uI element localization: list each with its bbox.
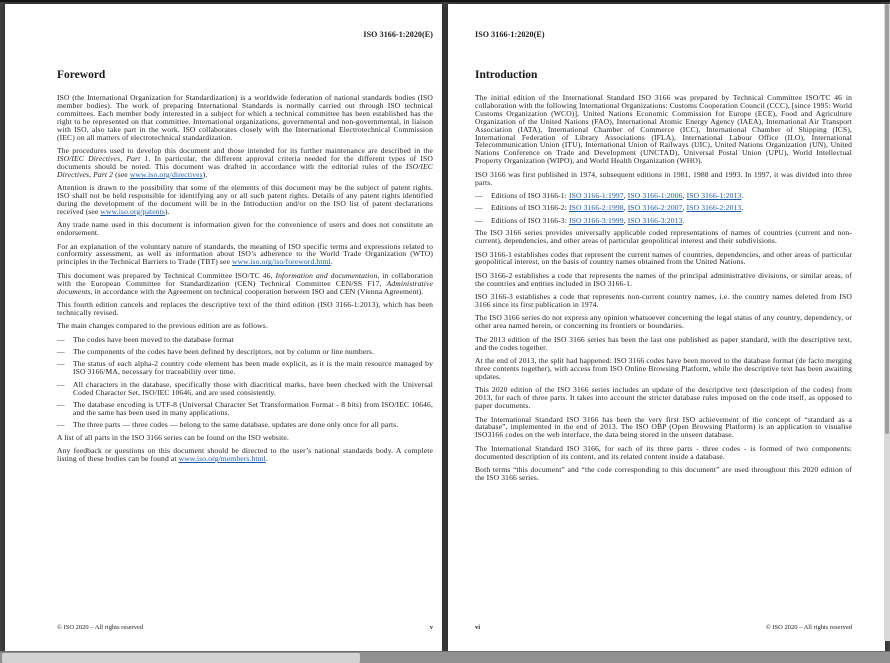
text-run: This document was prepared by Technical Committee ISO/TC 46, <box>57 270 276 280</box>
text-run: . <box>682 215 685 225</box>
text-run: , <box>682 203 687 213</box>
vertical-scrollbar[interactable] <box>884 4 890 641</box>
text-run: ISO (the International Organization for Standardization) is a worldwide federation of national standards bodies (ISO member bodies). The work of preparing International Standards is normally carried out through ISO technical committees. Each member body interested in a subject for which a technical committee has been established has the right to be represented on that committee. International organizations, governmental and non-governmental, in liaison with ISO, also take part in the work. ISO collaborates closely with the International Electrotechnical Commission (IEC) on all matters of electrotechnical standardization. <box>57 93 433 142</box>
text-run: . <box>265 454 268 464</box>
dash-list-item <box>475 204 852 212</box>
text-run: The status of each alpha-2 country code element has been made explicit, as it is the main resource managed by ISO 3166/MA, necessary for traceability over time. <box>73 359 433 377</box>
paragraph <box>475 314 852 330</box>
copyright-notice: © ISO 2020 – All rights reserved <box>765 624 852 631</box>
dash-bullet-icon: — <box>475 203 483 213</box>
paragraph <box>57 184 433 216</box>
list-item-text <box>73 347 374 356</box>
dash-bullet-icon: — <box>57 420 65 430</box>
hyperlink[interactable]: ISO 3166-3:1999 <box>568 215 624 225</box>
hyperlink[interactable]: ISO 3166-1:1997 <box>568 190 624 200</box>
text-run: The procedures used to develop this document and those intended for its further maintenance are described in the <box>57 145 433 155</box>
text-run: . <box>741 203 744 213</box>
dash-bullet-icon: — <box>475 190 483 200</box>
paragraph <box>475 272 852 288</box>
paragraph <box>475 251 852 267</box>
text-run: Attention is drawn to the possibility that some of the elements of this document may be the subject of patent rights. ISO shall not be held responsible for identifying any or all such patent rights. Details of any patent rights identified during the development of the document will be in the Introduction and/or on the ISO list of patent declarations received (see <box>57 183 433 216</box>
document-page-left <box>5 4 442 653</box>
dash-list-item <box>57 421 433 429</box>
copyright-notice: © ISO 2020 – All rights reserved <box>57 624 144 631</box>
text-run: The ISO 3166 series provides universally applicable coded representations of names of countries (current and non-current), dependencies, and other areas of particular geopolitical interest and their subdivisions. <box>475 228 852 246</box>
list-item-text <box>491 191 743 200</box>
paragraph <box>57 301 433 317</box>
document-page-right <box>448 4 885 653</box>
text-run: . <box>741 190 744 200</box>
paragraph <box>475 229 852 245</box>
text-run: Any feedback or questions on this document should be directed to the user’s national standards body. A complete listing of these bodies can be found at <box>57 446 433 464</box>
paragraph <box>475 94 852 165</box>
dash-list-item <box>475 217 852 225</box>
dash-bullet-icon: — <box>475 215 483 225</box>
text-run: , <box>682 190 687 200</box>
page-body <box>475 94 852 482</box>
paragraph <box>57 147 433 179</box>
text-run: . <box>330 257 333 267</box>
text-run: The 2013 edition of the ISO 3166 series has been the last one published as paper standard, with the descriptive text, and the codes together. <box>475 334 852 352</box>
horizontal-scrollbar[interactable] <box>0 651 890 663</box>
text-run: This 2020 edition of the ISO 3166 series includes an update of the descriptive text (description of the codes) from 2013, for each of three parts. It takes into account the stricter database rules imposed on the code itself, as opposed to paper documents. <box>475 385 852 411</box>
vertical-scrollbar-thumb[interactable] <box>885 4 889 434</box>
list-item-text <box>491 203 743 212</box>
text-run: ISO 3166-1 establishes codes that represent the current names of countries, dependencies, and other areas of particular geopolitical interest, on the basis of country names obtained from the United Nations. <box>475 249 852 267</box>
text-run: At the end of 2013, the split had happened: ISO 3166 codes have been moved to the database format (de facto merging three contents together), with access from ISO Online Browsing Platform, while the descriptive text has been awaiting updates. <box>475 356 852 381</box>
paragraph <box>57 221 433 237</box>
paragraph <box>57 94 433 141</box>
paragraph <box>475 171 852 187</box>
dash-bullet-icon: — <box>57 400 65 410</box>
hyperlink[interactable]: www.iso.org/directives <box>129 169 203 179</box>
paragraph <box>57 243 433 267</box>
dash-list-item <box>57 381 433 397</box>
dash-bullet-icon: — <box>57 379 65 389</box>
text-run: The International Standard ISO 3166, for each of its three parts - three codes - is formed of two components: documented description of its content, and its related content inside a database. <box>475 443 852 461</box>
paragraph <box>57 322 433 330</box>
text-run: A list of all parts in the ISO 3166 series can be found on the ISO website. <box>57 432 289 442</box>
page-footer <box>57 624 433 631</box>
text-run: This fourth edition cancels and replaces the descriptive text of the third edition (ISO 3166-1:2013), which has been technically revised. <box>57 299 433 317</box>
text-run: ). <box>202 169 208 179</box>
paragraph <box>57 447 433 463</box>
text-run: The ISO 3166 series do not express any opinion whatsoever concerning the legal status of any country, dependency, or other area named herein, or concerning its frontiers or boundaries. <box>475 313 852 331</box>
text-run: Both terms “this document” and “the code corresponding to this document” are used throughout this 2020 edition of the ISO 3166 series. <box>475 465 852 482</box>
page-number: v <box>429 624 433 631</box>
dash-list-item <box>475 192 852 200</box>
text-run: , in accordance with the Agreement on technical cooperation between ISO and CEN (Vienna Agreement). <box>90 286 424 296</box>
text-run: ). <box>164 206 170 216</box>
list-item-text <box>73 335 234 344</box>
paragraph <box>475 466 852 482</box>
dash-list-item <box>57 348 433 356</box>
hyperlink[interactable]: www.iso.org/patents <box>100 206 165 216</box>
list-item-text <box>491 216 685 225</box>
text-run: . In particular, the different approval criteria needed for the different types of ISO documents should be noted. This document was drafted in accordance with the editorial rules of the <box>57 153 433 171</box>
horizontal-scrollbar-thumb[interactable] <box>2 653 360 663</box>
text-run: For an explanation of the voluntary nature of standards, the meaning of ISO specific terms and expressions related to conformity assessment, as well as information about ISO’s adherence to the World Trade Organization (WTO) principles in the Technical Barriers to Trade (TBT) see <box>57 241 433 267</box>
text-run: , <box>623 215 628 225</box>
text-run: , in collaboration with the European Committee for Standardization (CEN) Technical Committee CEN/SS F17, <box>57 270 434 288</box>
text-run: Administrative documents <box>57 278 433 296</box>
list-item-text <box>73 400 433 417</box>
hyperlink[interactable]: www.iso.org/iso/foreword.html <box>231 257 331 267</box>
text-run: All characters in the database, specifically those with diacritical marks, have been checked with the Universal Coded Character Set, ISO/IEC 10646, and are used consistently. <box>73 379 433 397</box>
text-run: ISO 3166 was first published in 1974, subsequent editions in 1981, 1988 and 1993. In 1997, it was divided into three parts. <box>475 169 852 187</box>
list-item-text <box>73 380 433 397</box>
hyperlink[interactable]: ISO 3166-2:2013 <box>686 203 742 213</box>
hyperlink[interactable]: ISO 3166-2:1998 <box>568 203 624 213</box>
text-run: (see <box>113 169 130 179</box>
paragraph <box>475 386 852 410</box>
paragraph <box>475 416 852 440</box>
text-run: Editions of ISO 3166-1: <box>491 190 569 200</box>
dash-list-item <box>57 336 433 344</box>
text-run: Any trade name used in this document is information given for the convenience of users and does not constitute an endorsement. <box>57 220 433 238</box>
text-run: The main changes compared to the previous edition are as follows. <box>57 321 268 331</box>
paragraph <box>475 445 852 461</box>
page-footer <box>475 624 852 631</box>
hyperlink[interactable]: ISO 3166-1:2013 <box>686 190 742 200</box>
hyperlink[interactable]: ISO 3166-3:2013 <box>627 215 683 225</box>
text-run: The three parts — three codes — belong to the same database, updates are done only once for all parts. <box>73 420 399 430</box>
section-title-introduction: Introduction <box>475 69 538 81</box>
text-run: ISO 3166-3 establishes a code that represents non-current country names, i.e. the country names deleted from ISO 3166 since its first publication in 1974. <box>475 292 852 310</box>
text-run: ISO/IEC Directives, Part 2 <box>57 161 433 179</box>
hyperlink[interactable]: www.iso.org/members.html <box>178 454 266 464</box>
paragraph <box>475 336 852 352</box>
text-run: Editions of ISO 3166-3: <box>491 215 569 225</box>
list-item-text <box>73 420 398 429</box>
running-header: ISO 3166-1:2020(E) <box>475 30 545 39</box>
paragraph <box>57 272 433 296</box>
text-run: ISO 3166-2 establishes a code that represents the names of the principal administrative divisions, or similar areas, of the countries and entities included in ISO 3166-1. <box>475 270 852 288</box>
text-run: , <box>623 203 628 213</box>
running-header: ISO 3166-1:2020(E) <box>363 30 433 39</box>
list-item-text <box>73 359 433 376</box>
text-run: Information and documentation <box>275 270 378 280</box>
text-run: The codes have been moved to the database format <box>73 334 234 344</box>
dash-bullet-icon: — <box>57 359 65 369</box>
text-run: The International Standard ISO 3166 has been the very first ISO achievement of the concept of “standard as a database”, implemented in the end of 2013. The ISO OBP (Open Browsing Platform) is an application to visualise ISO3166 codes on the web interface, the data being stored in the unseen database. <box>475 414 852 440</box>
paragraph <box>475 293 852 309</box>
text-run: The initial edition of the International Standard ISO 3166 was prepared by Technical Committee ISO/TC 46 in collaboration with the following International Organizations: Customs Cooperation Council (CCC), [since 1995: World Customs Organization (WCO)], United Nations Economic Commission for Europe (ECE), Food and Agriculture Organization of the United Nations (FAO), International Atomic Energy Agency (IAEA), International Air Transport Association (IATA), International Chamber of Commerce (ICC), International Chamber of Shipping (ICS), International Federation of Library Associations (IFLA), International Labour Office (ILO), International Telecommunication Union (ITU), International Union of Railways (UIC), United Nations Organization (UN), United Nations Conference on Trade and Development (UNCTAD), Universal Postal Union (UPU), World Intellectual Property Organization (WIPO), and World Health Organization (WHO). <box>475 93 852 166</box>
text-run: Editions of ISO 3166-2: <box>491 203 569 213</box>
section-title-foreword: Foreword <box>57 69 106 81</box>
page-number: vi <box>475 624 481 631</box>
paragraph <box>57 434 433 442</box>
dash-list-item <box>57 401 433 417</box>
text-run: The components of the codes have been defined by descriptors, not by column or line numbers. <box>73 347 374 357</box>
page-body <box>57 94 433 463</box>
text-run: , <box>623 190 628 200</box>
hyperlink[interactable]: ISO 3166-1:2006 <box>627 190 683 200</box>
dash-bullet-icon: — <box>57 347 65 357</box>
dash-list-item <box>57 360 433 376</box>
text-run: The database encoding is UTF-8 (Universal Character Set Transformation Format - 8 bits) from ISO/IEC 10646, and the same has been used in many applications. <box>73 400 433 417</box>
dash-bullet-icon: — <box>57 334 65 344</box>
text-run: ISO/IEC Directives, Part 1 <box>57 153 149 163</box>
hyperlink[interactable]: ISO 3166-2:2007 <box>627 203 683 213</box>
paragraph <box>475 357 852 381</box>
